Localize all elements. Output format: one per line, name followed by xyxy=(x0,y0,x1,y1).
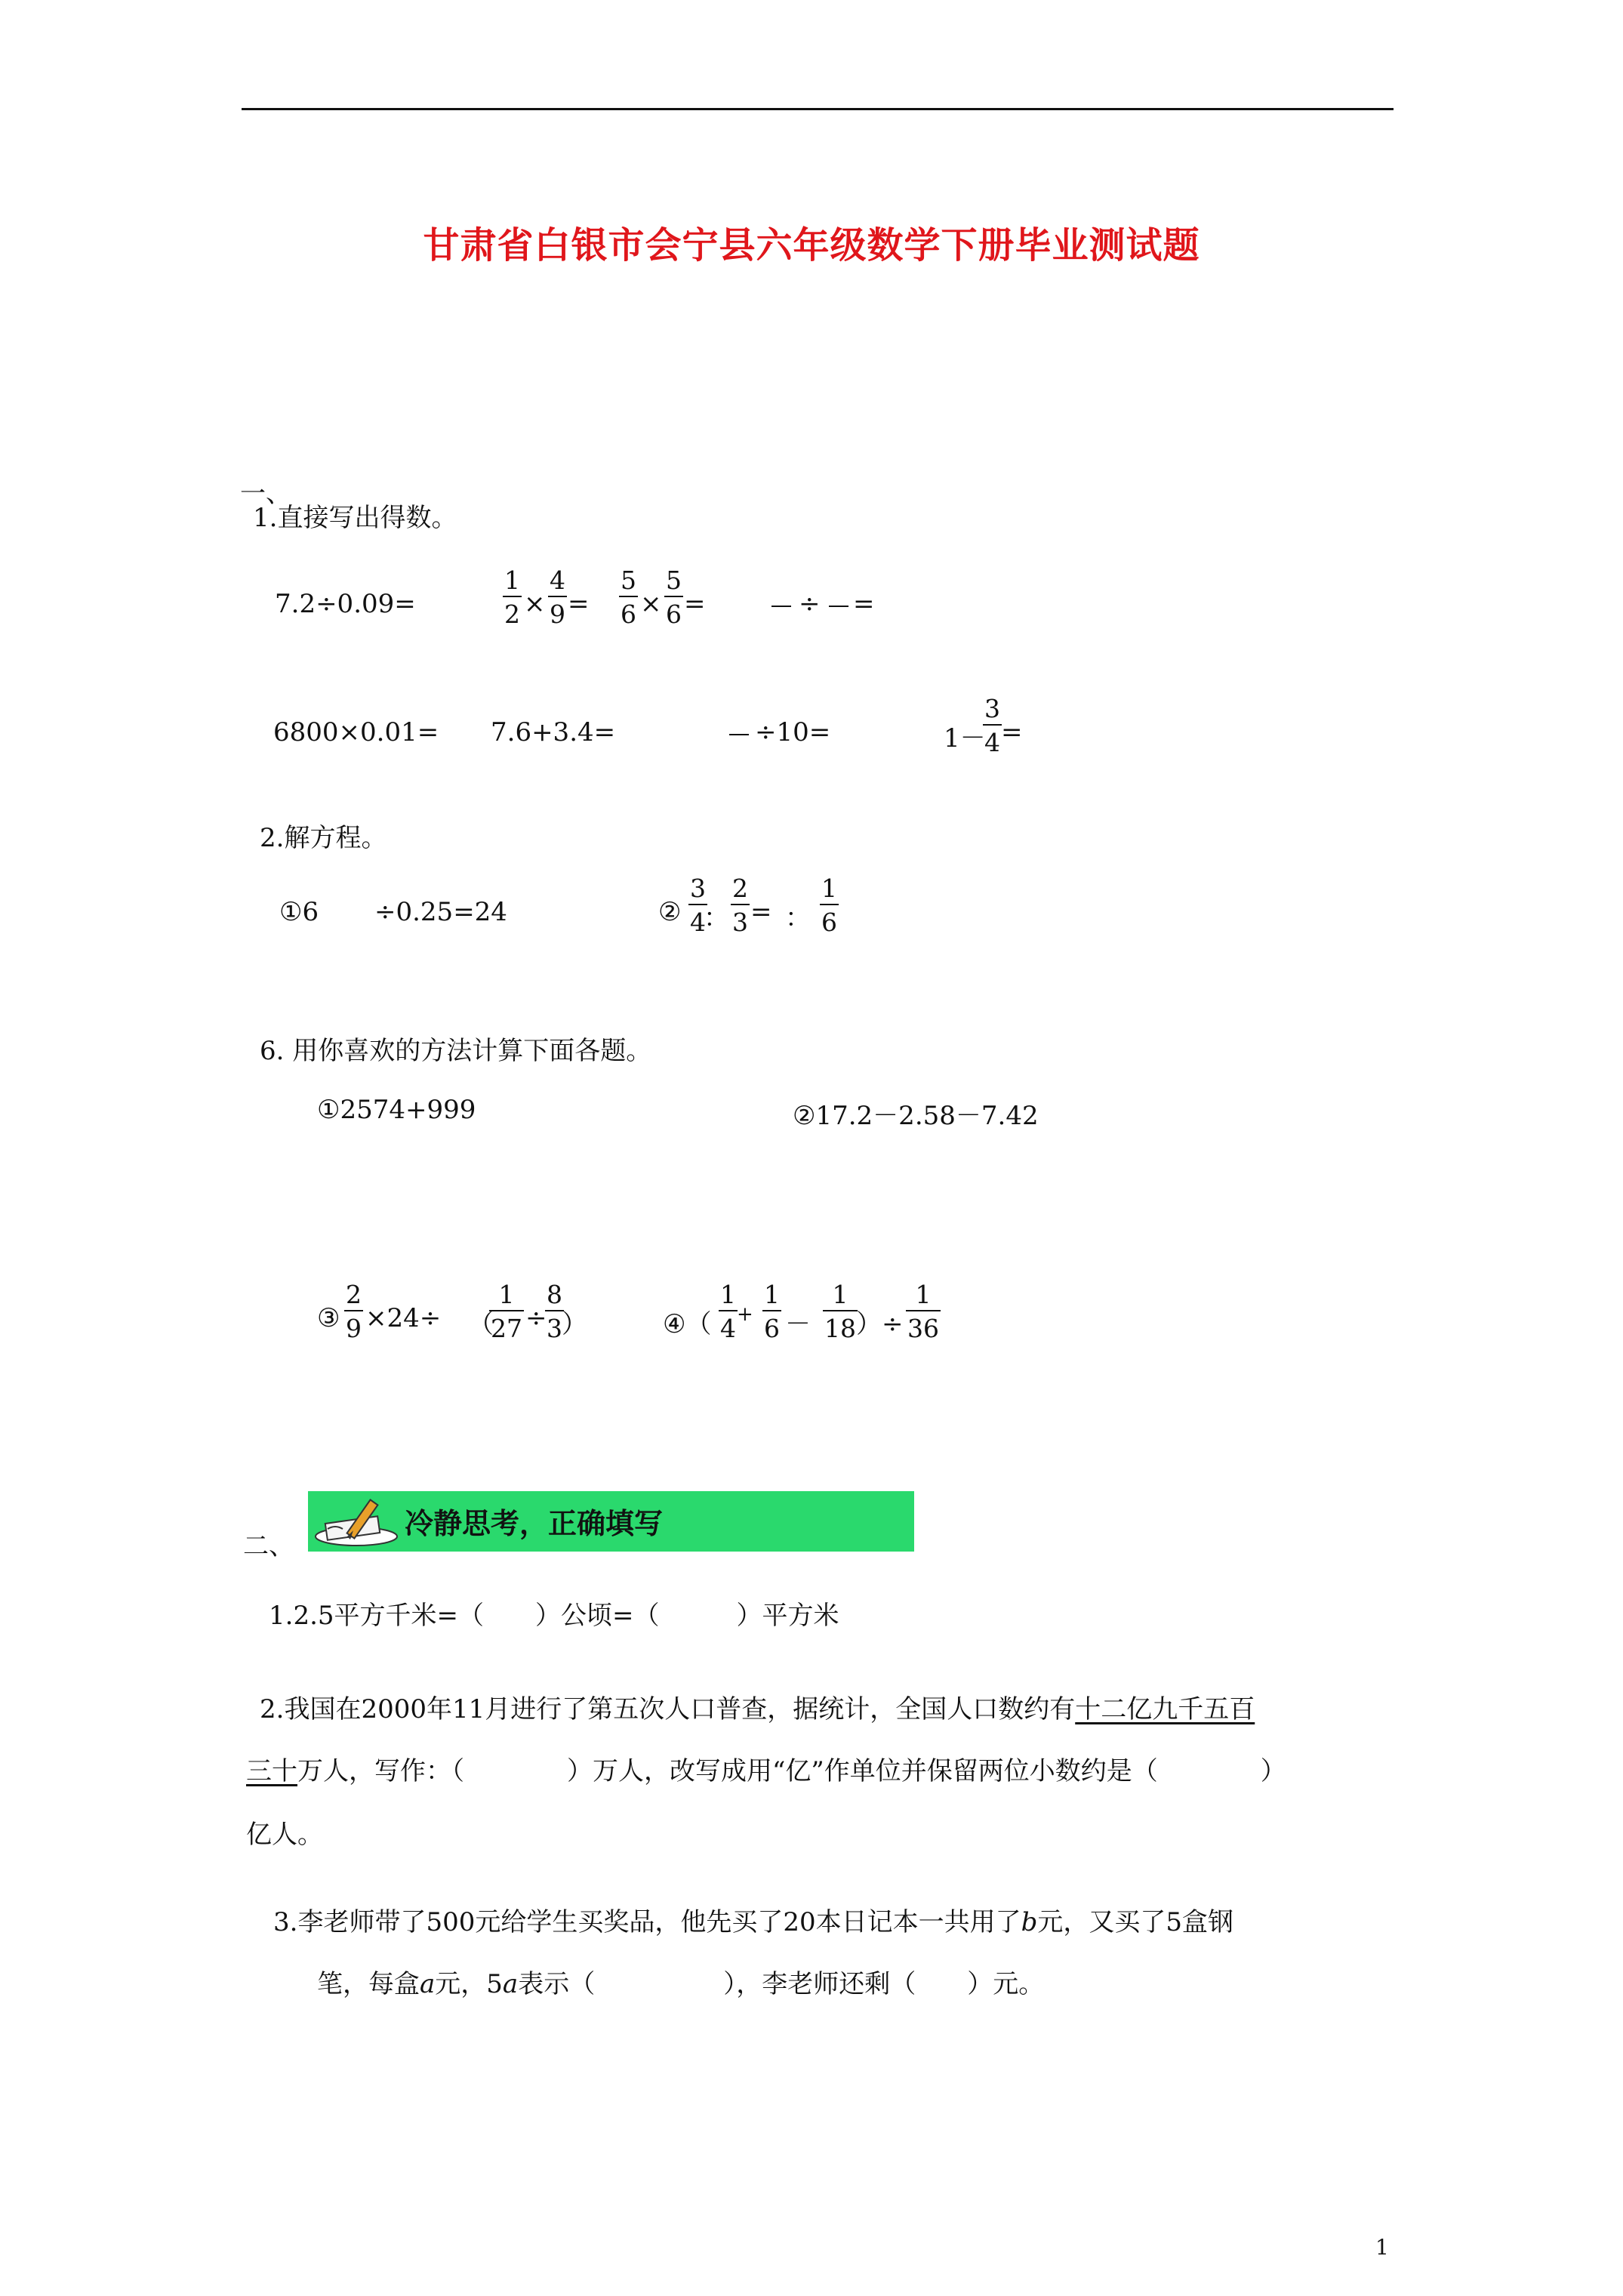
banner-title: 冷静思考，正确填写 xyxy=(405,1506,664,1540)
section-banner xyxy=(308,1491,914,1552)
fraction: $\frac{2}{3}$ xyxy=(732,874,748,937)
paren-divide: ）÷ xyxy=(856,1309,904,1339)
fraction: $\frac{1}{2}$ xyxy=(504,566,520,629)
section-1-label: 一、 xyxy=(240,479,291,509)
q6-part-3-op: ×24÷ xyxy=(365,1303,442,1333)
fraction: $\frac{2}{9}$ xyxy=(346,1280,362,1343)
fraction: $\frac{1}{18}$ xyxy=(824,1280,856,1343)
banner-scribble xyxy=(731,1496,904,1549)
eq1-prefix: ①6 xyxy=(279,897,319,927)
page-title: 甘肃省白银市会宁县六年级数学下册毕业测试题 xyxy=(423,224,1200,267)
q6-part-3-prefix: ③ xyxy=(317,1303,340,1333)
q6-heading: 6. 用你喜欢的方法计算下面各题。 xyxy=(260,1036,652,1066)
pencil-writing-icon xyxy=(313,1494,402,1549)
section-2-label: 二、 xyxy=(243,1531,294,1561)
s2-q2-line2: 三十万人，写作：（ ）万人，改写成用“亿”作单位并保留两位小数约是（ ） xyxy=(246,1756,1286,1786)
s2-q3-line2: 笔，每盒a元，5a表示（ ），李老师还剩（ ）元。 xyxy=(317,1969,1045,1999)
equals-sign: = xyxy=(1001,717,1023,747)
plus-sign: + xyxy=(737,1303,753,1326)
eq2-prefix: ② xyxy=(658,897,682,927)
q6-part-1: ①2574+999 xyxy=(317,1095,476,1125)
s2-q2-line3: 亿人。 xyxy=(246,1820,323,1850)
blank-fraction-line xyxy=(729,734,749,735)
s2-q2-line1: 2.我国在2000年11月进行了第五次人口普查，据统计，全国人口数约有十二亿九千五百 xyxy=(260,1694,1255,1724)
q1-item-g: ÷10= xyxy=(755,717,831,747)
fraction: $\frac{1}{6}$ xyxy=(764,1280,780,1343)
q1-item-f: 7.6+3.4= xyxy=(491,717,616,747)
fraction: $\frac{1}{6}$ xyxy=(821,874,837,937)
q6-part-4-prefix: ④（ xyxy=(663,1309,712,1339)
fraction: $\frac{3}{4}$ xyxy=(984,694,1000,757)
blank-fraction-line xyxy=(829,606,848,607)
q1-heading: 1.直接写出得数。 xyxy=(253,503,457,533)
times-sign: × xyxy=(524,589,546,619)
fraction: $\frac{5}{6}$ xyxy=(621,566,636,629)
s2-q3-line1: 3.李老师带了500元给学生买奖品，他先买了20本日记本一共用了b元，又买了5盒钢 xyxy=(273,1907,1234,1937)
times-sign: × xyxy=(640,589,662,619)
fraction: $\frac{1}{27}$ xyxy=(491,1280,522,1343)
q6-part-2: ②17.2－2.58－7.42 xyxy=(793,1101,1039,1131)
page-number: 1 xyxy=(1375,2235,1389,2260)
left-paren: （ xyxy=(468,1309,494,1339)
divide-sign: ÷ xyxy=(525,1303,547,1333)
fraction: $\frac{1}{4}$ xyxy=(720,1280,736,1343)
q2-heading: 2.解方程。 xyxy=(260,823,387,853)
right-paren: ） xyxy=(562,1309,587,1339)
blank-fraction-line xyxy=(771,606,791,607)
fraction: $\frac{4}{9}$ xyxy=(550,566,565,629)
eq1-rest: ÷0.25=24 xyxy=(374,897,507,927)
fraction: $\frac{3}{4}$ xyxy=(690,874,706,937)
equals-sign: = xyxy=(568,589,590,619)
q1-item-h-prefix: 1－ xyxy=(944,723,986,754)
divide-sign: ÷ xyxy=(799,589,821,619)
header-rule xyxy=(242,108,1394,110)
ratio-colon: ： xyxy=(704,903,729,933)
equals-sign: = xyxy=(684,589,706,619)
q1-item-e: 6800×0.01= xyxy=(273,717,439,747)
fraction: $\frac{1}{36}$ xyxy=(907,1280,939,1343)
equals-sign: = xyxy=(750,897,772,927)
ratio-colon: ： xyxy=(785,903,811,933)
fraction: $\frac{5}{6}$ xyxy=(666,566,682,629)
equals-sign: = xyxy=(853,589,875,619)
s2-q1: 1.2.5平方千米=（ ）公顷=（ ）平方米 xyxy=(269,1601,839,1631)
fraction: $\frac{8}{3}$ xyxy=(547,1280,562,1343)
minus-sign: － xyxy=(785,1309,811,1339)
q1-item-a: 7.2÷0.09= xyxy=(275,589,416,619)
